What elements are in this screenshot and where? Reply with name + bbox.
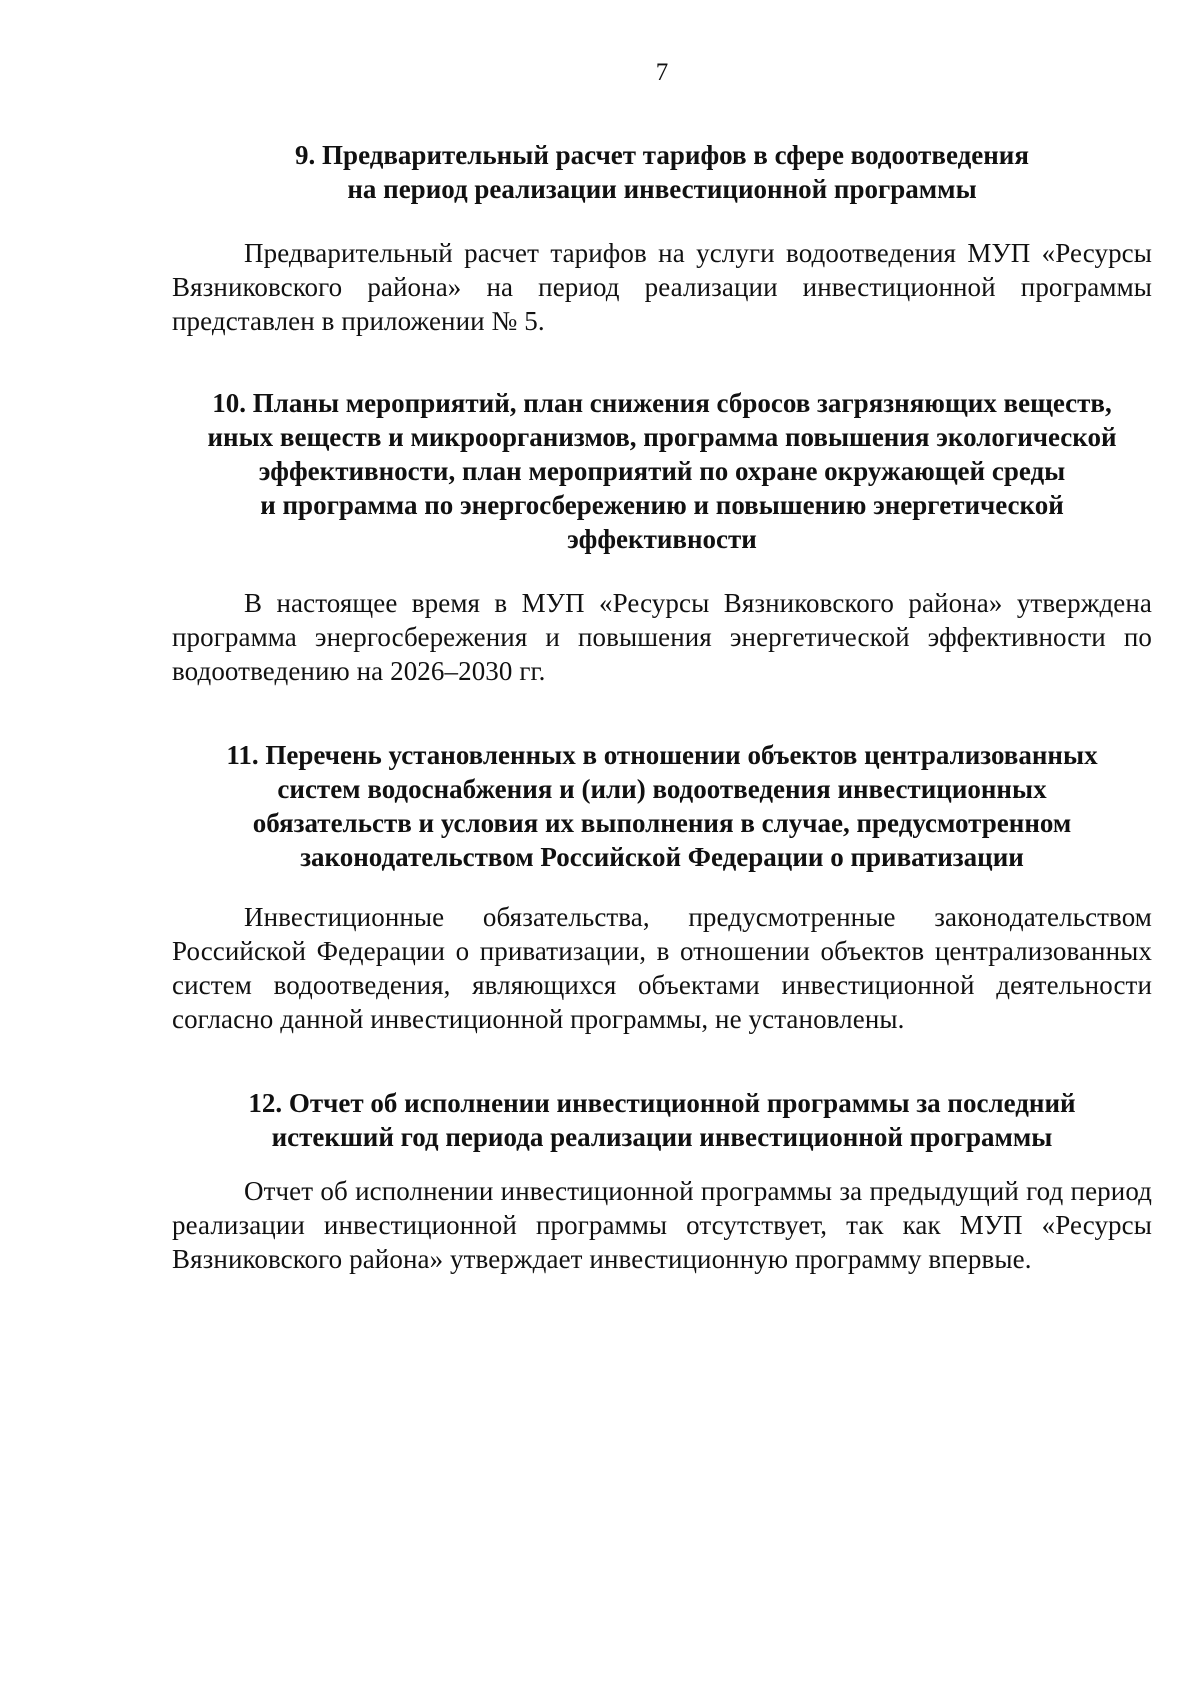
section-11-heading [172,738,1152,874]
section-9-paragraph: Предварительный расчет тарифов на услуги водоотведения МУП «Ресурсы Вязниковского района» на период реализации инвестиционной программы представлен в приложении № 5. [172,238,1152,336]
heading-line: законодательством Российской Федерации о приватизации [300,842,1024,872]
page-number: 7 [655,59,669,86]
heading-line: и программа по энергосбережению и повышению энергетической [260,490,1064,520]
heading-line: 10. Планы мероприятий, план снижения сбросов загрязняющих веществ, [212,388,1112,418]
heading-line: эффективности, план мероприятий по охране окружающей среды [258,456,1066,486]
section-11-paragraph: Инвестиционные обязательства, предусмотренные законодательством Российской Федерации о приватизации, в отношении объектов централизованных систем водоотведения, являющихся объектами инвестиционной деятельности согласно данной инвестиционной программы, не установлены. [172,902,1152,1034]
section-9-heading [172,138,1152,206]
heading-line: эффективности [567,524,757,554]
heading-line: обязательств и условия их выполнения в случае, предусмотренном [252,808,1072,838]
section-12-heading [172,1086,1152,1154]
heading-line: систем водоснабжения и (или) водоотведения инвестиционных [277,774,1047,804]
section-10-paragraph: В настоящее время в МУП «Ресурсы Вязниковского района» утверждена программа энергосбережения и повышения энергетической эффективности по водоотведению на 2026–2030 гг. [172,588,1152,686]
heading-line: 11. Перечень установленных в отношении объектов централизованных [226,740,1098,770]
heading-line: на период реализации инвестиционной программы [347,174,977,204]
heading-line: 9. Предварительный расчет тарифов в сфере водоотведения [295,140,1029,170]
page-content [172,138,1152,1276]
heading-line: истекший год периода реализации инвестиционной программы [271,1122,1053,1152]
heading-line: иных веществ и микроорганизмов, программа повышения экологической [207,422,1117,452]
section-12-paragraph: Отчет об исполнении инвестиционной программы за предыдущий год период реализации инвестиционной программы отсутствует, так как МУП «Ресурсы Вязниковского района» утверждает инвестиционную программу впервые. [172,1176,1152,1274]
heading-line: 12. Отчет об исполнении инвестиционной программы за последний [248,1088,1076,1118]
section-10-heading [172,386,1152,556]
